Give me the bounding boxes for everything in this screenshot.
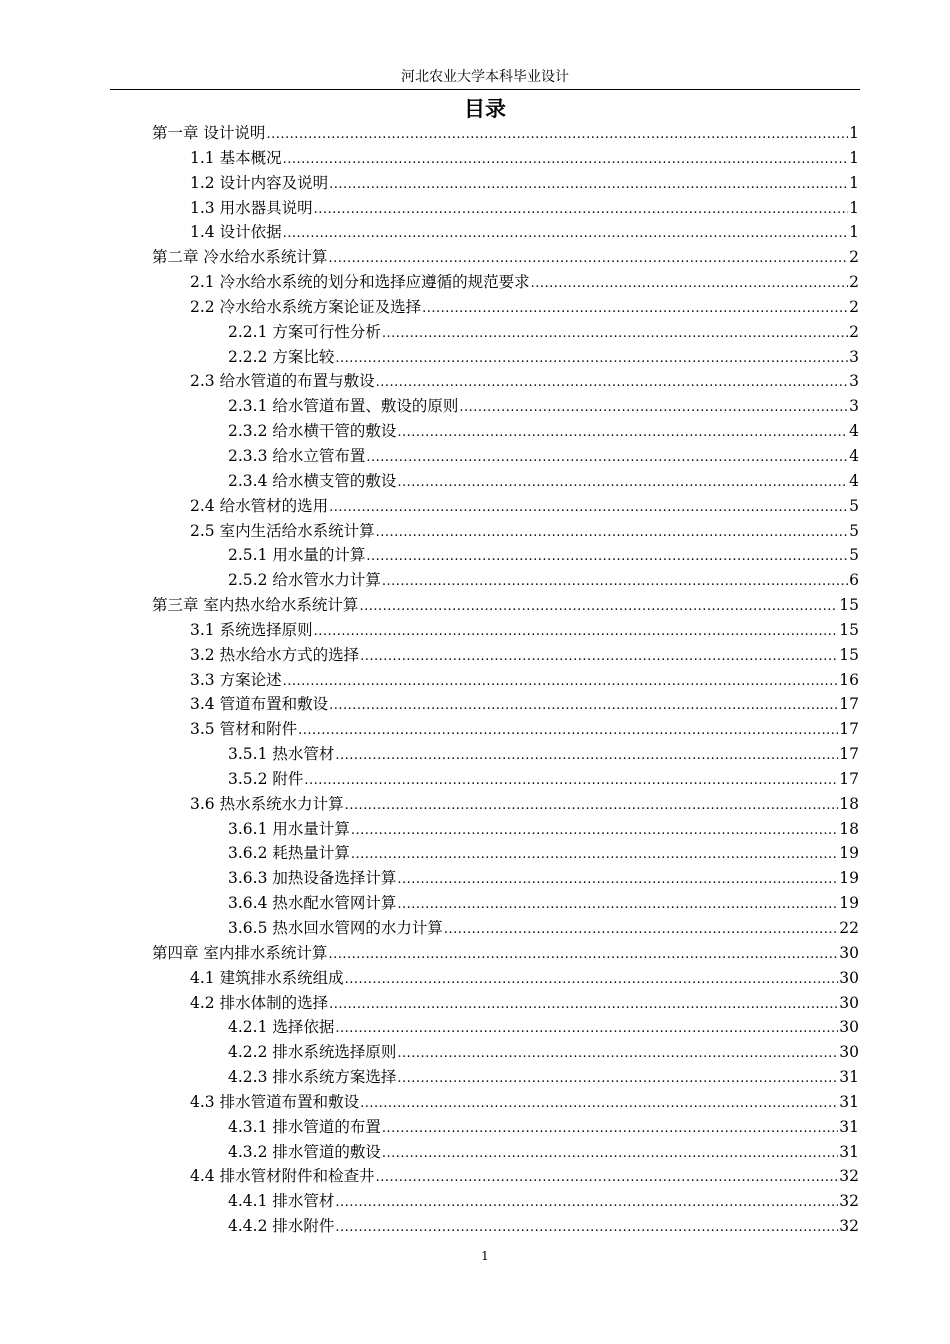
toc-dot-leader [335,1017,838,1042]
toc-dot-leader [422,297,848,322]
toc-entry[interactable] [0,866,950,891]
toc-entry-page: 30 [839,1043,859,1062]
toc-entry-label: 4.4.1 排水管材 [228,1192,335,1211]
toc-entry-label: 4.3.1 排水管道的布置 [228,1117,381,1136]
toc-entry-label: 4.4.2 排水附件 [228,1217,335,1236]
toc-title: 目录 [464,97,506,121]
toc-entry-page: 4 [849,422,859,441]
toc-entry-label: 2.3.3 给水立管布置 [228,446,366,465]
toc-entry[interactable] [0,469,950,494]
toc-entry-page: 5 [849,546,859,565]
toc-entry[interactable] [0,121,950,146]
toc-entry[interactable] [0,270,950,295]
toc-entry-page: 32 [839,1217,859,1236]
toc-dot-leader [397,421,848,446]
toc-entry-label: 第三章 室内热水给水系统计算 [152,596,359,615]
toc-entry-page: 15 [839,645,859,664]
toc-entry-page: 5 [849,496,859,515]
toc-entry[interactable] [0,941,950,966]
toc-entry[interactable] [0,245,950,270]
toc-entry[interactable] [0,146,950,171]
toc-entry[interactable] [0,1065,950,1090]
toc-entry-label: 2.5.1 用水量的计算 [228,546,366,565]
toc-entry[interactable] [0,593,950,618]
toc-entry-page: 3 [849,372,859,391]
toc-dot-leader [531,272,849,297]
toc-entry-page: 18 [839,819,859,838]
page-number: 1 [481,1249,489,1263]
toc-dot-leader [283,222,849,247]
toc-entry-page: 17 [839,720,859,739]
toc-entry-page: 30 [839,968,859,987]
table-of-contents [0,121,950,1239]
toc-entry-page: 1 [849,148,859,167]
toc-entry-page: 6 [849,571,859,590]
toc-entry-label: 4.2.2 排水系统选择原则 [228,1043,397,1062]
toc-dot-leader [283,148,849,173]
toc-entry[interactable] [0,792,950,817]
toc-entry[interactable] [0,369,950,394]
toc-entry-page: 30 [839,993,859,1012]
toc-entry[interactable] [0,1115,950,1140]
toc-dot-leader [314,620,839,645]
toc-entry-label: 3.6.4 热水配水管网计算 [228,894,397,913]
toc-entry-label: 4.4 排水管材附件和检查井 [190,1167,375,1186]
toc-entry-page: 1 [849,124,859,142]
toc-entry-page: 19 [839,844,859,863]
toc-entry-label: 3.6.1 用水量计算 [228,819,350,838]
toc-entry-label: 2.4 给水管材的选用 [190,496,329,515]
toc-entry-label: 3.3 方案论述 [190,670,282,689]
toc-entry[interactable] [0,991,950,1016]
toc-entry[interactable] [0,916,950,941]
toc-entry[interactable] [0,692,950,717]
toc-entry-page: 31 [839,1117,859,1136]
toc-entry-label: 1.1 基本概况 [190,148,282,167]
toc-entry[interactable] [0,966,950,991]
toc-entry[interactable] [0,568,950,593]
toc-dot-leader [366,545,848,570]
toc-entry[interactable] [0,1189,950,1214]
toc-dot-leader [266,123,848,148]
toc-entry-label: 4.2.3 排水系统方案选择 [228,1068,397,1087]
toc-entry-page: 31 [839,1142,859,1161]
toc-dot-leader [360,1092,838,1117]
toc-dot-leader [345,968,839,993]
toc-entry-page: 3 [849,347,859,366]
toc-dot-leader [345,794,839,819]
toc-entry[interactable] [0,1164,950,1189]
toc-entry[interactable] [0,742,950,767]
toc-entry-page: 3 [849,397,859,416]
toc-dot-leader [351,843,838,868]
toc-dot-leader [329,993,838,1018]
toc-entry-page: 2 [849,273,859,292]
toc-entry-page: 32 [839,1167,859,1186]
toc-dot-leader [376,521,849,546]
toc-entry-page: 17 [839,745,859,764]
toc-dot-leader [351,819,838,844]
toc-entry-label: 3.4 管道布置和敷设 [190,695,329,714]
toc-entry-page: 15 [839,620,859,639]
toc-entry-label: 1.2 设计内容及说明 [190,173,329,192]
toc-entry[interactable] [0,817,950,842]
toc-entry-label: 2.2.1 方案可行性分析 [228,322,381,341]
toc-entry-label: 3.6.2 耗热量计算 [228,844,350,863]
toc-entry-page: 19 [839,894,859,913]
toc-entry-page: 5 [849,521,859,540]
toc-entry-label: 2.3.1 给水管道布置、敷设的原则 [228,397,459,416]
toc-entry[interactable] [0,171,950,196]
toc-entry-label: 1.3 用水器具说明 [190,198,313,217]
toc-entry-label: 3.6 热水系统水力计算 [190,794,344,813]
toc-entry-label: 1.4 设计依据 [190,223,282,242]
toc-entry[interactable] [0,1040,950,1065]
toc-entry[interactable] [0,1214,950,1239]
toc-entry-page: 18 [839,794,859,813]
toc-entry-label: 3.6.5 热水回水管网的水力计算 [228,919,443,937]
toc-entry-page: 1 [849,173,859,192]
toc-dot-leader [335,1216,838,1241]
page-header: 河北农业大学本科毕业设计 [401,69,569,85]
toc-entry-label: 4.3.2 排水管道的敷设 [228,1142,381,1161]
toc-entry[interactable] [0,643,950,668]
toc-entry-page: 15 [839,596,859,615]
toc-entry-label: 4.1 建筑排水系统组成 [190,968,344,987]
toc-entry-label: 3.2 热水给水方式的选择 [190,645,360,664]
toc-dot-leader [329,173,848,198]
toc-entry-label: 第二章 冷水给水系统计算 [152,248,328,267]
toc-entry[interactable] [0,841,950,866]
toc-entry[interactable] [0,444,950,469]
toc-dot-leader [382,570,848,595]
toc-entry-label: 2.2 冷水给水系统方案论证及选择 [190,297,422,316]
toc-dot-leader [328,247,848,272]
toc-entry-page: 1 [849,198,859,217]
toc-entry[interactable] [0,220,950,245]
toc-entry-page: 17 [839,769,859,788]
toc-dot-leader [459,396,848,421]
toc-entry-label: 2.3.4 给水横支管的敷设 [228,471,397,490]
toc-dot-leader [397,868,838,893]
toc-dot-leader [444,918,838,943]
toc-entry-label: 4.2 排水体制的选择 [190,993,329,1012]
toc-dot-leader [397,893,838,918]
toc-dot-leader [298,719,838,744]
toc-dot-leader [376,1166,839,1191]
toc-dot-leader [335,744,838,769]
toc-entry-label: 3.5 管材和附件 [190,720,298,739]
toc-entry-label: 第四章 室内排水系统计算 [152,943,328,962]
toc-entry-page: 4 [849,446,859,465]
toc-entry-label: 2.3.2 给水横干管的敷设 [228,422,397,441]
toc-entry[interactable] [0,196,950,221]
toc-entry-page: 30 [839,943,859,962]
toc-entry-page: 31 [839,1068,859,1087]
toc-entry[interactable] [0,1015,950,1040]
toc-entry-page: 4 [849,471,859,490]
toc-dot-leader [335,1191,838,1216]
toc-entry[interactable] [0,717,950,742]
header-divider [110,89,860,90]
toc-entry-label: 2.5 室内生活给水系统计算 [190,521,375,540]
toc-entry[interactable] [0,394,950,419]
toc-entry-label: 2.1 冷水给水系统的划分和选择应遵循的规范要求 [190,273,530,292]
toc-dot-leader [376,371,849,396]
toc-dot-leader [397,1067,838,1092]
toc-dot-leader [397,1042,838,1067]
toc-entry[interactable] [0,419,950,444]
toc-dot-leader [382,1117,838,1142]
toc-entry[interactable] [0,668,950,693]
toc-entry[interactable] [0,1090,950,1115]
toc-dot-leader [382,1142,838,1167]
toc-entry-page: 2 [849,322,859,341]
toc-entry-label: 3.5.2 附件 [228,769,304,788]
toc-entry-page: 32 [839,1192,859,1211]
toc-dot-leader [366,446,848,471]
toc-entry[interactable] [0,320,950,345]
toc-entry-label: 3.6.3 加热设备选择计算 [228,869,397,888]
toc-entry[interactable] [0,1140,950,1165]
toc-dot-leader [329,694,838,719]
toc-dot-leader [382,322,848,347]
toc-entry[interactable] [0,494,950,519]
toc-entry-page: 19 [839,869,859,888]
toc-entry-page: 2 [849,248,859,267]
toc-entry-label: 第一章 设计说明 [152,124,266,142]
toc-entry-label: 2.3 给水管道的布置与敷设 [190,372,375,391]
toc-entry[interactable] [0,519,950,544]
toc-entry-page: 17 [839,695,859,714]
toc-entry-page: 1 [849,223,859,242]
toc-entry-page: 31 [839,1092,859,1111]
toc-entry-label: 4.3 排水管道布置和敷设 [190,1092,360,1111]
toc-entry-label: 2.2.2 方案比较 [228,347,335,366]
toc-dot-leader [304,769,838,794]
toc-dot-leader [360,645,838,670]
toc-entry-label: 3.5.1 热水管材 [228,745,335,764]
toc-entry[interactable] [0,767,950,792]
toc-entry[interactable] [0,618,950,643]
toc-dot-leader [329,496,848,521]
toc-dot-leader [359,595,838,620]
toc-entry[interactable] [0,295,950,320]
toc-entry[interactable] [0,891,950,916]
toc-entry-page: 16 [839,670,859,689]
toc-entry-label: 3.1 系统选择原则 [190,620,313,639]
toc-dot-leader [283,670,839,695]
toc-dot-leader [314,198,849,223]
toc-entry-label: 4.2.1 选择依据 [228,1018,335,1037]
toc-entry-page: 30 [839,1018,859,1037]
toc-dot-leader [328,943,838,968]
toc-entry[interactable] [0,543,950,568]
toc-entry-page: 22 [839,919,859,937]
toc-entry-label: 2.5.2 给水管水力计算 [228,571,381,590]
toc-entry[interactable] [0,345,950,370]
toc-entry-page: 2 [849,297,859,316]
toc-dot-leader [397,471,848,496]
toc-dot-leader [335,347,848,372]
